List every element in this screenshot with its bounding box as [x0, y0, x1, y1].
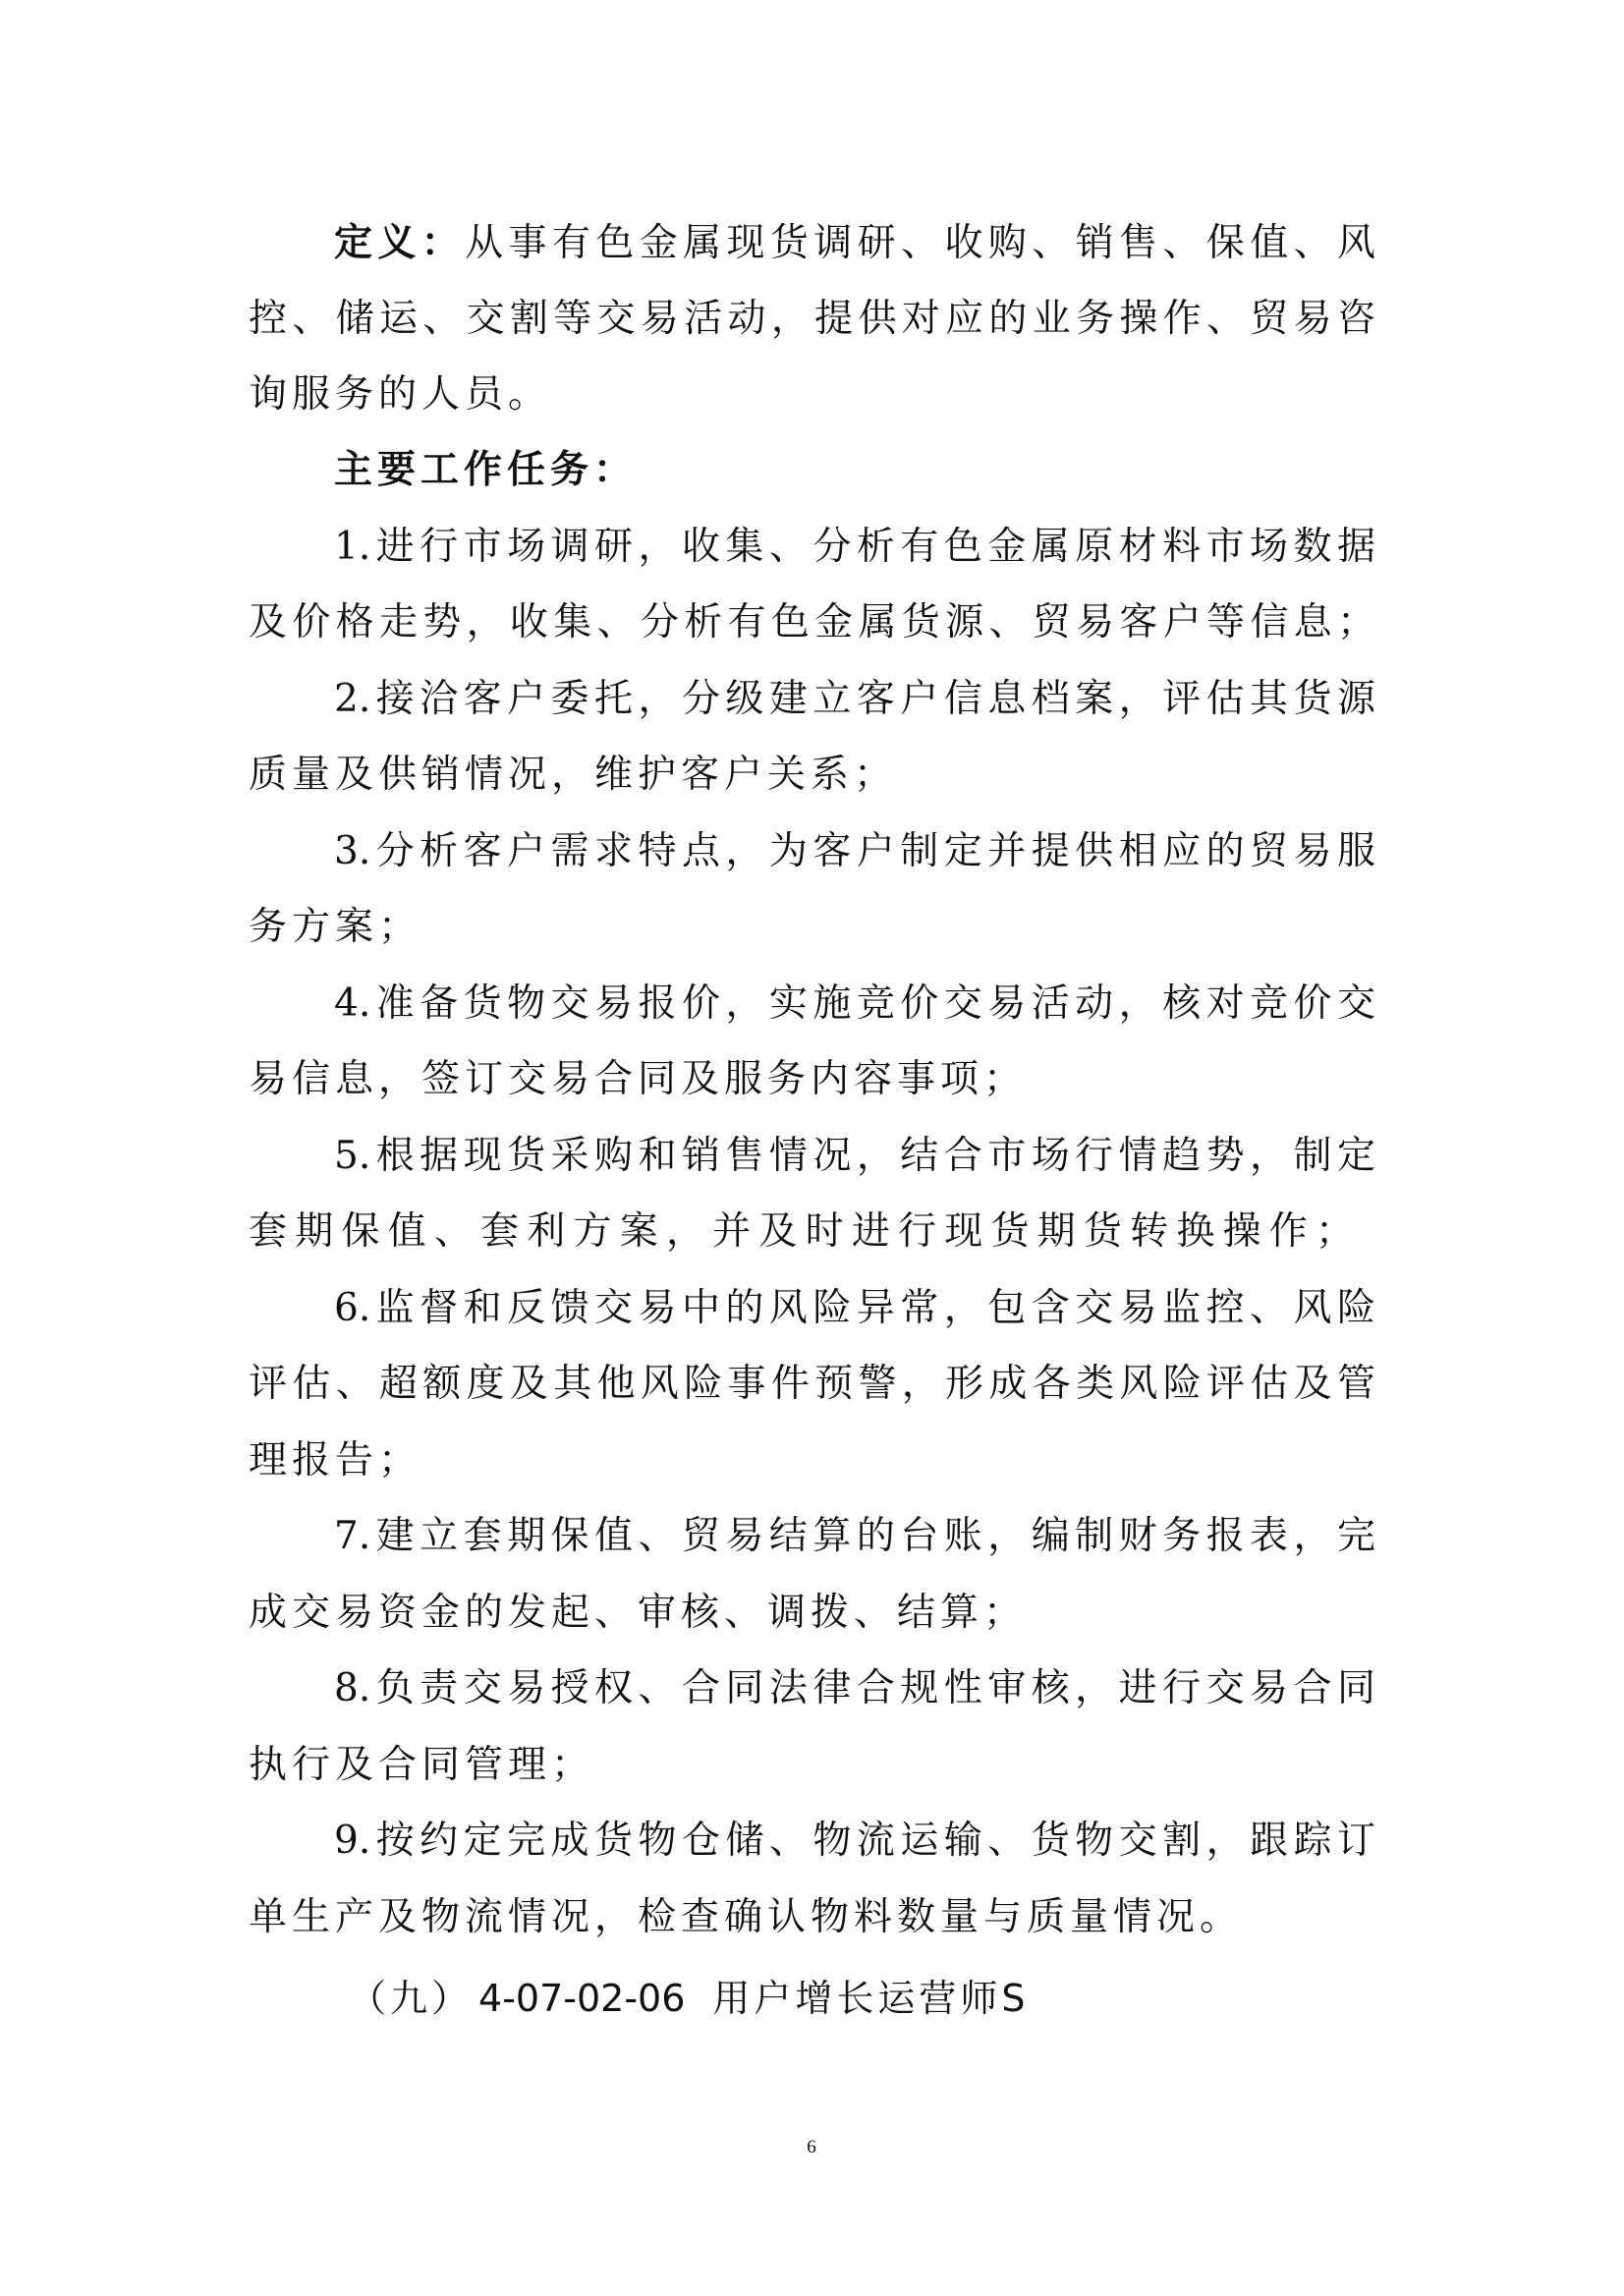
task-1-line-2: 及价格走势，收集、分析有色金属货源、贸易客户等信息； — [249, 600, 1375, 644]
tasks-heading: 主要工作任务： — [334, 448, 638, 492]
task-7-line-2: 成交易资金的发起、审核、调拨、结算； — [249, 1591, 1028, 1635]
task-3-line-1: 3.分析客户需求特点，为客户制定并提供相应的贸易服 — [334, 829, 1375, 873]
page-number: 6 — [807, 2137, 816, 2157]
definition-line-2: 控、储运、交割等交易活动，提供对应的业务操作、贸易咨 — [249, 297, 1375, 341]
task-8-line-1: 8.负责交易授权、合同法律合规性审核，进行交易合同 — [334, 1666, 1375, 1710]
definition-label: 定义： — [334, 221, 466, 265]
task-4-line-1: 4.准备货物交易报价，实施竞价交易活动，核对竞价交 — [334, 981, 1375, 1026]
task-7-line-1: 7.建立套期保值、贸易结算的台账，编制财务报表，完 — [334, 1514, 1375, 1558]
task-2-line-2: 质量及供销情况，维护客户关系； — [249, 753, 898, 797]
task-1-line-1: 1.进行市场调研，收集、分析有色金属原材料市场数据 — [334, 525, 1375, 569]
task-9-line-2: 单生产及物流情况，检查确认物料数量与质量情况。 — [249, 1895, 1244, 1939]
definition-text-1: 从事有色金属现货调研、收购、销售、保值、风 — [465, 221, 1375, 265]
task-2-line-1: 2.接洽客户委托，分级建立客户信息档案，评估其货源 — [334, 677, 1375, 721]
task-6-line-1: 6.监督和反馈交易中的风险异常，包含交易监控、风险 — [334, 1286, 1375, 1330]
task-5-line-2: 套期保值、套利方案，并及时进行现货期货转换操作； — [249, 1209, 1354, 1254]
task-4-line-2: 易信息，签订交易合同及服务内容事项； — [249, 1057, 1028, 1101]
definition-line-1 — [334, 214, 1375, 273]
task-6-line-2: 评估、超额度及其他风险事件预警，形成各类风险评估及管 — [249, 1362, 1375, 1406]
occupation-title: 用户增长运营师S — [712, 1977, 1030, 2020]
definition-line-3: 询服务的人员。 — [249, 372, 552, 417]
task-3-line-2: 务方案； — [249, 905, 422, 949]
section-prefix: （九） — [349, 1977, 474, 2020]
occupation-code: 4-07-02-06 — [478, 1977, 686, 2020]
section-heading — [349, 1969, 1030, 2028]
task-5-line-1: 5.根据现货采购和销售情况，结合市场行情趋势，制定 — [334, 1134, 1375, 1178]
task-8-line-2: 执行及合同管理； — [249, 1743, 595, 1787]
task-6-line-3: 理报告； — [249, 1438, 422, 1483]
task-9-line-1: 9.按约定完成货物仓储、物流运输、货物交割，跟踪订 — [334, 1819, 1375, 1863]
